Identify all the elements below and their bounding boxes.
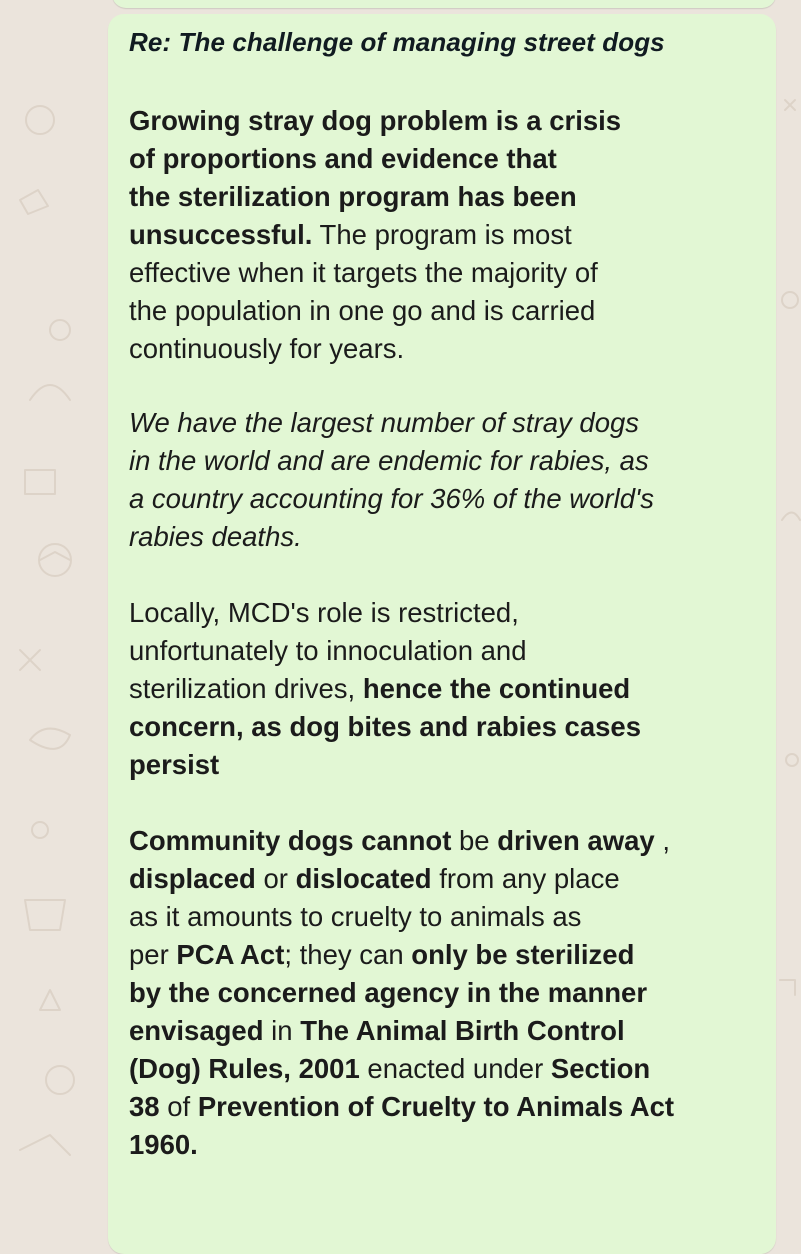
text-fragment: in: [263, 1015, 301, 1046]
text-fragment: (Dog) Rules, 2001: [129, 1053, 360, 1084]
text-fragment: per: [129, 939, 177, 970]
text-line: concern, as dog bites and rabies cases: [129, 711, 642, 742]
text-fragment: Prevention of Cruelty to Animals Act: [197, 1091, 675, 1122]
paragraph-stray-dog-problem: [129, 102, 769, 368]
text-fragment: displaced: [129, 863, 256, 894]
text-fragment: unsuccessful.: [129, 219, 313, 250]
text-fragment: ,: [654, 825, 670, 856]
text-line: as it amounts to cruelty to animals as: [129, 901, 582, 932]
text-line: [129, 822, 769, 860]
text-line: by the concerned agency in the manner: [129, 977, 648, 1008]
text-line: [129, 216, 769, 254]
text-fragment: only be sterilized: [411, 939, 635, 970]
text-line: [129, 670, 769, 708]
paragraph-community-dogs: [129, 822, 769, 1164]
text-line: continuously for years.: [129, 333, 405, 364]
text-line: in the world and are endemic for rabies, as: [129, 445, 649, 476]
text-fragment: envisaged: [129, 1015, 264, 1046]
text-line: 1960.: [129, 1129, 198, 1160]
text-line: We have the largest number of stray dogs: [129, 407, 640, 438]
text-fragment: be: [451, 825, 498, 856]
text-fragment: enacted under: [359, 1053, 551, 1084]
text-line: of proportions and evidence that: [129, 143, 557, 174]
text-fragment: driven away: [497, 825, 655, 856]
text-fragment: of: [159, 1091, 198, 1122]
text-line: a country accounting for 36% of the world's: [129, 483, 654, 514]
message-title: Re: The challenge of managing street dogs: [129, 27, 665, 57]
previous-message-bubble: [112, 0, 776, 8]
text-line: [129, 1050, 769, 1088]
text-fragment: The program is most: [312, 219, 572, 250]
text-line: [129, 860, 769, 898]
text-fragment: from any place: [431, 863, 620, 894]
text-line: Growing stray dog problem is a crisis: [129, 105, 622, 136]
text-line: [129, 1088, 769, 1126]
text-line: the population in one go and is carried: [129, 295, 596, 326]
text-fragment: or: [255, 863, 296, 894]
text-line: effective when it targets the majority of: [129, 257, 598, 288]
text-line: [129, 1012, 769, 1050]
text-line: unfortunately to innoculation and: [129, 635, 527, 666]
text-fragment: PCA Act: [176, 939, 285, 970]
text-line: Locally, MCD's role is restricted,: [129, 597, 519, 628]
paragraph-mcd-role: [129, 594, 769, 784]
text-fragment: hence the continued: [362, 673, 631, 704]
text-fragment: ; they can: [284, 939, 412, 970]
text-fragment: sterilization drives,: [129, 673, 363, 704]
text-line: rabies deaths.: [129, 521, 302, 552]
text-fragment: dislocated: [295, 863, 432, 894]
text-line: persist: [129, 749, 220, 780]
text-line: the sterilization program has been: [129, 181, 577, 212]
text-fragment: 38: [129, 1091, 160, 1122]
text-line: [129, 936, 769, 974]
paragraph-rabies-statistics: [129, 404, 769, 556]
text-fragment: The Animal Birth Control: [300, 1015, 625, 1046]
text-fragment: Community dogs cannot: [129, 825, 452, 856]
text-fragment: Section: [550, 1053, 651, 1084]
